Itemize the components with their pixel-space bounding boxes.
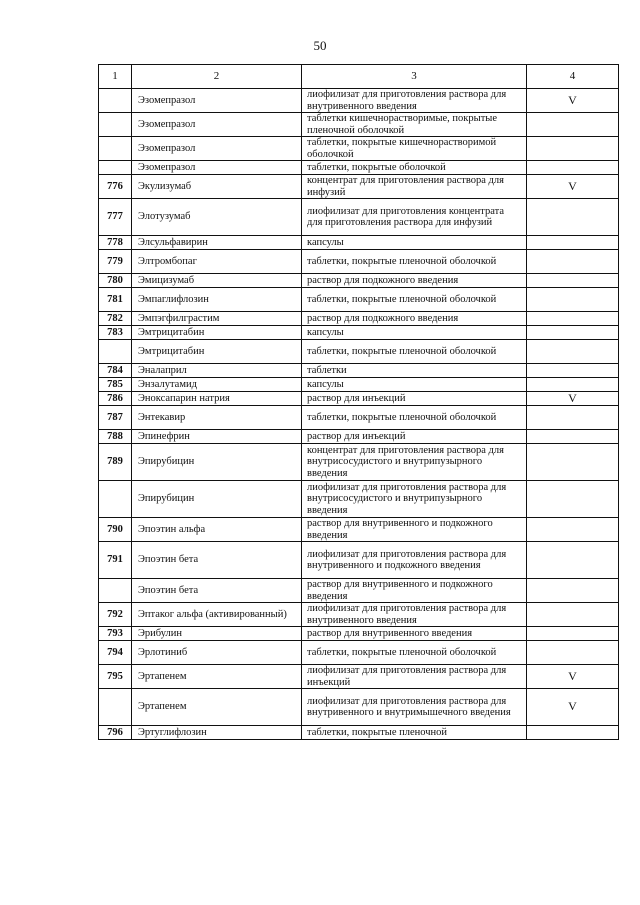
drug-name: Элтромбопаг (132, 250, 302, 274)
dosage-form: лиофилизат для приготовления концентрата для приготовления раствора для инфузий (302, 199, 527, 236)
vital-mark (527, 288, 619, 312)
table-row (99, 726, 619, 740)
drug-name: Эртапенем (132, 689, 302, 726)
vital-mark (527, 481, 619, 518)
row-number: 794 (99, 641, 132, 665)
drug-name: Эзомепразол (132, 89, 302, 113)
vital-mark (527, 326, 619, 340)
row-number: 784 (99, 364, 132, 378)
vital-mark (527, 340, 619, 364)
table-row (99, 542, 619, 579)
row-number: 791 (99, 542, 132, 579)
table-row (99, 236, 619, 250)
vital-mark (527, 406, 619, 430)
table-row (99, 175, 619, 199)
vital-mark (527, 726, 619, 740)
table-row (99, 326, 619, 340)
row-number (99, 137, 132, 161)
dosage-form: таблетки, покрытые пленочной оболочкой (302, 250, 527, 274)
dosage-form: капсулы (302, 326, 527, 340)
drug-name: Эмпаглифлозин (132, 288, 302, 312)
vital-mark (527, 236, 619, 250)
row-number: 777 (99, 199, 132, 236)
table-row (99, 518, 619, 542)
dosage-form: лиофилизат для приготовления раствора для внутривенного и внутримышечного введения (302, 689, 527, 726)
row-number: 780 (99, 274, 132, 288)
vital-mark: V (527, 175, 619, 199)
row-number: 782 (99, 312, 132, 326)
vital-mark (527, 312, 619, 326)
vital-mark (527, 430, 619, 444)
dosage-form: таблетки, покрытые оболочкой (302, 161, 527, 175)
vital-mark (527, 579, 619, 603)
vital-mark (527, 274, 619, 288)
vital-mark (527, 250, 619, 274)
drug-name: Эзомепразол (132, 113, 302, 137)
table-row (99, 250, 619, 274)
table-row (99, 340, 619, 364)
table-row (99, 288, 619, 312)
column-header: 1 (99, 65, 132, 89)
table-row (99, 161, 619, 175)
table-row (99, 312, 619, 326)
dosage-form: концентрат для приготовления раствора для инфузий (302, 175, 527, 199)
table-row (99, 364, 619, 378)
dosage-form: раствор для внутривенного и подкожного введения (302, 579, 527, 603)
drug-name: Эрибулин (132, 627, 302, 641)
vital-mark: V (527, 392, 619, 406)
row-number: 781 (99, 288, 132, 312)
drug-name: Эналаприл (132, 364, 302, 378)
dosage-form: раствор для инъекций (302, 430, 527, 444)
drug-name: Эртуглифлозин (132, 726, 302, 740)
dosage-form: капсулы (302, 236, 527, 250)
drug-name: Эпинефрин (132, 430, 302, 444)
column-header: 3 (302, 65, 527, 89)
row-number (99, 340, 132, 364)
dosage-form: раствор для инъекций (302, 392, 527, 406)
dosage-form: концентрат для приготовления раствора для внутрисосудистого и внутрипузырного введения (302, 444, 527, 481)
row-number (99, 689, 132, 726)
vital-mark (527, 199, 619, 236)
dosage-form: раствор для подкожного введения (302, 274, 527, 288)
drug-name: Эптаког альфа (активированный) (132, 603, 302, 627)
drug-name: Эноксапарин натрия (132, 392, 302, 406)
vital-mark (527, 627, 619, 641)
vital-mark (527, 113, 619, 137)
drug-name: Эртапенем (132, 665, 302, 689)
drug-name: Энтекавир (132, 406, 302, 430)
vital-mark (527, 378, 619, 392)
row-number: 789 (99, 444, 132, 481)
dosage-form: таблетки, покрытые кишечнорастворимой оболочкой (302, 137, 527, 161)
row-number: 787 (99, 406, 132, 430)
dosage-form: таблетки, покрытые пленочной оболочкой (302, 340, 527, 364)
drug-name: Эмпэгфилграстим (132, 312, 302, 326)
vital-mark (527, 542, 619, 579)
dosage-form: раствор для подкожного введения (302, 312, 527, 326)
vital-mark: V (527, 689, 619, 726)
table-row (99, 274, 619, 288)
table-row (99, 603, 619, 627)
dosage-form: раствор для внутривенного введения (302, 627, 527, 641)
drug-name: Эпирубицин (132, 481, 302, 518)
vital-mark: V (527, 665, 619, 689)
drug-table (98, 64, 619, 740)
row-number: 792 (99, 603, 132, 627)
table-row (99, 579, 619, 603)
row-number: 790 (99, 518, 132, 542)
vital-mark (527, 518, 619, 542)
table-row (99, 89, 619, 113)
row-number: 786 (99, 392, 132, 406)
table-row (99, 392, 619, 406)
row-number: 783 (99, 326, 132, 340)
dosage-form: таблетки кишечнорастворимые, покрытые пленочной оболочкой (302, 113, 527, 137)
row-number (99, 89, 132, 113)
table-row (99, 481, 619, 518)
drug-name: Энзалутамид (132, 378, 302, 392)
dosage-form: лиофилизат для приготовления раствора для внутривенного введения (302, 89, 527, 113)
dosage-form: таблетки, покрытые пленочной оболочкой (302, 406, 527, 430)
drug-name: Эзомепразол (132, 161, 302, 175)
table-row (99, 113, 619, 137)
table-row (99, 137, 619, 161)
column-header: 4 (527, 65, 619, 89)
row-number: 785 (99, 378, 132, 392)
vital-mark (527, 641, 619, 665)
drug-name: Эпоэтин альфа (132, 518, 302, 542)
row-number: 779 (99, 250, 132, 274)
dosage-form: лиофилизат для приготовления раствора для инъекций (302, 665, 527, 689)
vital-mark (527, 444, 619, 481)
dosage-form: раствор для внутривенного и подкожного введения (302, 518, 527, 542)
dosage-form: лиофилизат для приготовления раствора для внутривенного введения (302, 603, 527, 627)
table-row (99, 406, 619, 430)
row-number: 796 (99, 726, 132, 740)
table-row (99, 199, 619, 236)
row-number: 778 (99, 236, 132, 250)
vital-mark (527, 364, 619, 378)
row-number: 788 (99, 430, 132, 444)
dosage-form: таблетки, покрытые пленочной (302, 726, 527, 740)
table-body (99, 89, 619, 740)
table-row (99, 444, 619, 481)
page-number: 50 (313, 38, 327, 53)
drug-name: Элотузумаб (132, 199, 302, 236)
row-number: 795 (99, 665, 132, 689)
row-number (99, 579, 132, 603)
table-row (99, 665, 619, 689)
table-row (99, 689, 619, 726)
drug-name: Эрлотиниб (132, 641, 302, 665)
dosage-form: таблетки, покрытые пленочной оболочкой (302, 288, 527, 312)
drug-name: Эмтрицитабин (132, 340, 302, 364)
table-header-row (99, 65, 619, 89)
row-number (99, 113, 132, 137)
row-number (99, 161, 132, 175)
dosage-form: лиофилизат для приготовления раствора для внутривенного и подкожного введения (302, 542, 527, 579)
dosage-form: капсулы (302, 378, 527, 392)
vital-mark (527, 137, 619, 161)
vital-mark (527, 603, 619, 627)
drug-name: Эзомепразол (132, 137, 302, 161)
drug-name: Эпирубицин (132, 444, 302, 481)
dosage-form: лиофилизат для приготовления раствора для внутрисосудистого и внутрипузырного введения (302, 481, 527, 518)
dosage-form: таблетки, покрытые пленочной оболочкой (302, 641, 527, 665)
table-row (99, 641, 619, 665)
table-row (99, 378, 619, 392)
row-number (99, 481, 132, 518)
table-row (99, 430, 619, 444)
drug-name: Элсульфавирин (132, 236, 302, 250)
drug-name: Эмицизумаб (132, 274, 302, 288)
table-row (99, 627, 619, 641)
drug-name: Эпоэтин бета (132, 542, 302, 579)
dosage-form: таблетки (302, 364, 527, 378)
vital-mark: V (527, 89, 619, 113)
vital-mark (527, 161, 619, 175)
drug-name: Эпоэтин бета (132, 579, 302, 603)
row-number: 776 (99, 175, 132, 199)
drug-name: Эмтрицитабин (132, 326, 302, 340)
column-header: 2 (132, 65, 302, 89)
row-number: 793 (99, 627, 132, 641)
drug-name: Экулизумаб (132, 175, 302, 199)
